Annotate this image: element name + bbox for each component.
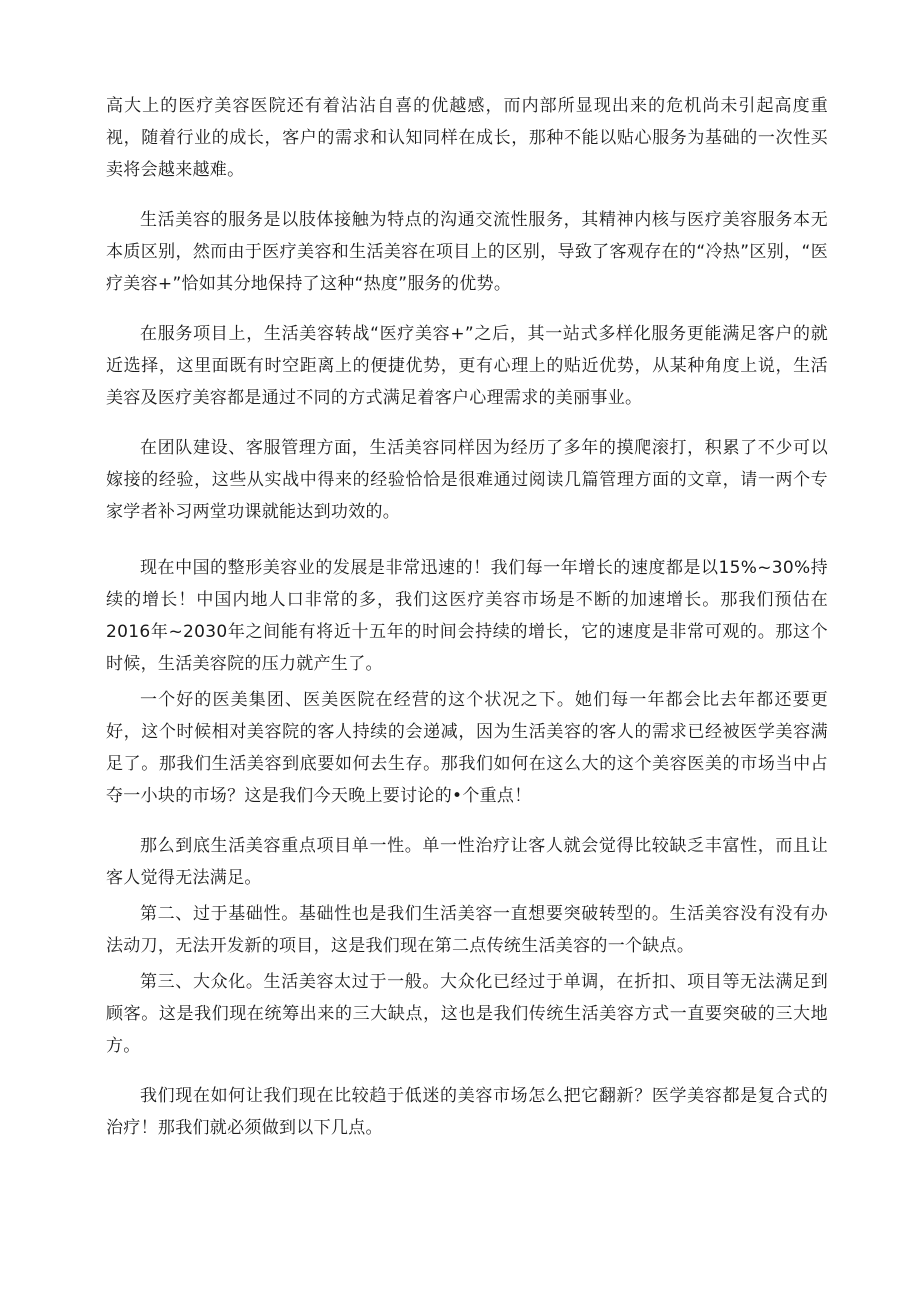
paragraph-third-point: 第三、大众化。生活美容太过于一般。大众化已经过于单调，在折扣、项目等无法满足到顾客。这是我们现在统筹出来的三大缺点，这也是我们传统生活美容方式一直要突破的三大地方。 <box>106 972 828 1056</box>
paragraph-renewal: 我们现在如何让我们现在比较趋于低迷的美容市场怎么把它翻新？医学美容都是复合式的治疗！那我们就必须做到以下几点。 <box>106 1086 828 1138</box>
document-body <box>106 90 828 1144</box>
paragraph-continued: 高大上的医疗美容医院还有着沾沾自喜的优越感，而内部所显现出来的危机尚未引起高度重视，随着行业的成长，客户的需求和认知同样在成长，那种不能以贴心服务为基础的一次性买卖将会越来越难。 <box>106 96 828 180</box>
paragraph-service-nature: 生活美容的服务是以肢体接触为特点的沟通交流性服务，其精神内核与医疗美容服务本无本质区别，然而由于医疗美容和生活美容在项目上的区别，导致了客观存在的“冷热”区别，“医疗美容+”恰如其分地保持了这种“热度”服务的优势。 <box>106 210 828 294</box>
paragraph-service-items: 在服务项目上，生活美容转战“医疗美容+”之后，其一站式多样化服务更能满足客户的就近选择，这里面既有时空距离上的便捷优势，更有心理上的贴近优势，从某种角度上说，生活美容及医疗美容都是通过不同的方式满足着客户心理需求的美丽事业。 <box>106 324 828 408</box>
paragraph-market-growth: 现在中国的整形美容业的发展是非常迅速的！我们每一年增长的速度都是以15%~30%持续的增长！中国内地人口非常的多，我们这医疗美容市场是不断的加速增长。那我们预估在2016年~2030年之间能有将近十五年的时间会持续的增长，它的速度是非常可观的。那这个时候，生活美容院的压力就产生了。 <box>106 558 828 674</box>
paragraph-single-item: 那么到底生活美容重点项目单一性。单一性治疗让客人就会觉得比较缺乏丰富性，而且让客人觉得无法满足。 <box>106 836 828 888</box>
paragraph-second-point: 第二、过于基础性。基础性也是我们生活美容一直想要突破转型的。生活美容没有没有办法动刀，无法开发新的项目，这是我们现在第二点传统生活美容的一个缺点。 <box>106 904 828 956</box>
paragraph-medical-group: 一个好的医美集团、医美医院在经营的这个状况之下。她们每一年都会比去年都还要更好，这个时候相对美容院的客人持续的会递减，因为生活美容的客人的需求已经被医学美容满足了。那我们生活美容到底要如何去生存。那我们如何在这么大的这个美容医美的市场当中占夺一小块的市场？这是我们今天晚上要讨论的•个重点！ <box>106 690 828 806</box>
paragraph-team-building: 在团队建设、客服管理方面，生活美容同样因为经历了多年的摸爬滚打，积累了不少可以嫁接的经验，这些从实战中得来的经验恰恰是很难通过阅读几篇管理方面的文章，请一两个专家学者补习两堂功课就能达到功效的。 <box>106 438 828 522</box>
